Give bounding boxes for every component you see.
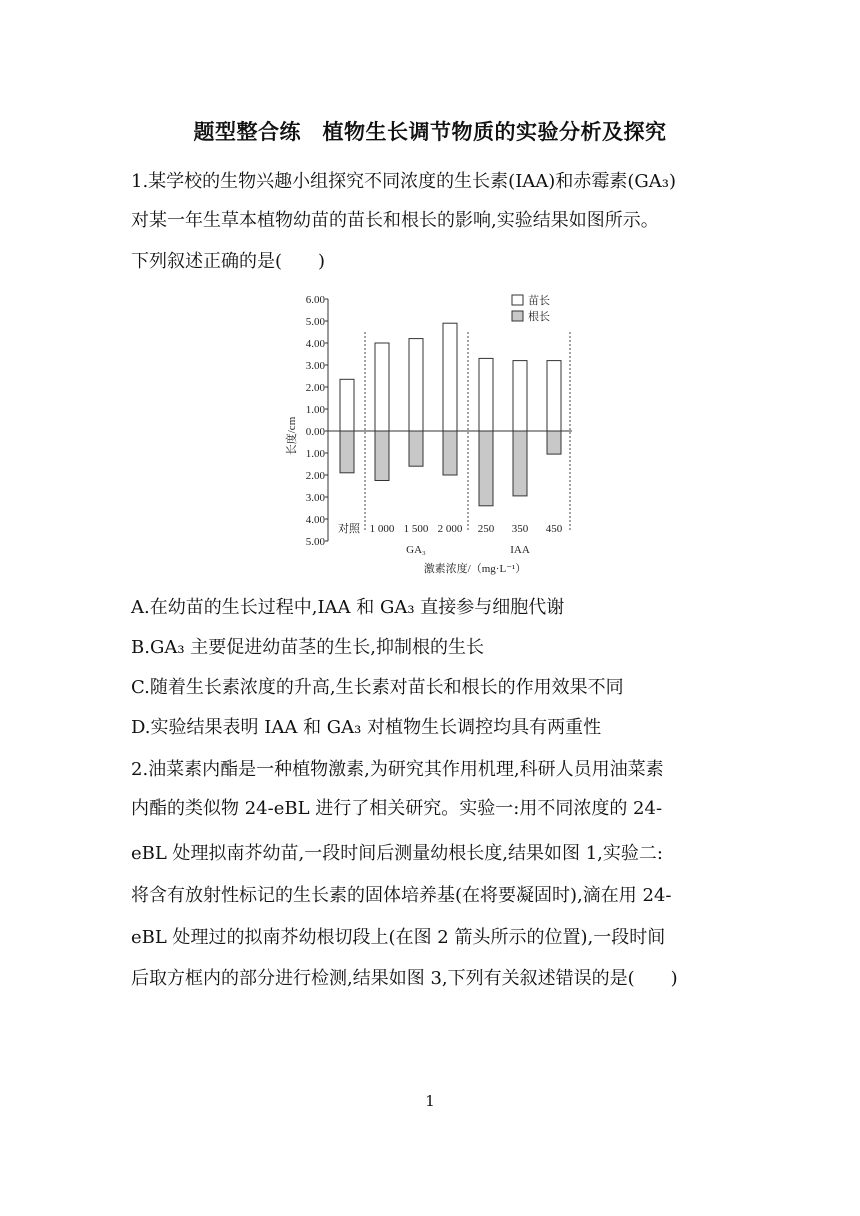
bar-shoot (375, 343, 389, 431)
bar-shoot (340, 379, 354, 431)
bar-shoot (547, 361, 561, 431)
legend-swatch (512, 295, 523, 305)
legend-label: 根长 (528, 311, 550, 323)
y-tick-label: 3.00 (305, 360, 325, 372)
q2-line-5: eBL 处理过的拟南芥幼根切段上(在图 2 箭头所示的位置),一段时间 (131, 927, 666, 948)
q1-option-d: D.实验结果表明 IAA 和 GA₃ 对植物生长调控均具有两重性 (131, 717, 602, 738)
y-axis-label: 长度/cm (286, 416, 298, 456)
bar-chart (280, 290, 590, 580)
y-tick-label: 5.00 (305, 536, 325, 548)
q1-option-b: B.GA₃ 主要促进幼苗茎的生长,抑制根的生长 (131, 637, 484, 658)
category-label: 250 (477, 523, 495, 535)
x-axis-label: 激素浓度/（mg·L⁻¹） (423, 563, 527, 575)
y-tick-label: 2.00 (305, 382, 325, 394)
q1-option-c: C.随着生长素浓度的升高,生长素对苗长和根长的作用效果不同 (131, 677, 624, 698)
y-tick-label: 1.00 (305, 404, 325, 416)
bar-root (513, 431, 527, 496)
category-label: 对照 (338, 523, 360, 535)
y-tick-label: 0.00 (305, 426, 325, 438)
q2-line-3: eBL 处理拟南芥幼苗,一段时间后测量幼根长度,结果如图 1,实验二: (131, 843, 663, 864)
y-tick-label: 3.00 (305, 492, 325, 504)
q2-line-1: 2.油菜素内酯是一种植物激素,为研究其作用机理,科研人员用油菜素 (131, 759, 664, 780)
category-label: 450 (545, 523, 563, 535)
category-label: 1 000 (369, 523, 395, 535)
category-label: 350 (511, 523, 529, 535)
y-tick-label: 2.00 (305, 470, 325, 482)
bar-shoot (409, 339, 423, 431)
bar-root (443, 431, 457, 475)
legend-swatch (512, 311, 523, 321)
group-label: IAA (510, 544, 530, 556)
q1-option-a: A.在幼苗的生长过程中,IAA 和 GA₃ 直接参与细胞代谢 (131, 597, 565, 618)
y-tick-label: 5.00 (305, 316, 325, 328)
q1-line-2: 对某一年生草本植物幼苗的苗长和根长的影响,实验结果如图所示。 (131, 210, 659, 231)
bar-root (479, 431, 493, 506)
page-title: 题型整合练 植物生长调节物质的实验分析及探究 (193, 120, 667, 144)
y-tick-label: 1.00 (305, 448, 325, 460)
category-label: 2 000 (437, 523, 463, 535)
group-label: GA₃ (406, 544, 426, 556)
q2-line-2: 内酯的类似物 24-eBL 进行了相关研究。实验一:用不同浓度的 24- (131, 798, 663, 819)
legend-label: 苗长 (528, 295, 550, 307)
page-number: 1 (425, 1092, 435, 1110)
category-label: 1 500 (403, 523, 429, 535)
y-tick-label: 4.00 (305, 338, 325, 350)
q1-line-3: 下列叙述正确的是( ) (131, 251, 326, 272)
bar-root (375, 431, 389, 481)
bar-root (340, 431, 354, 473)
y-tick-label: 6.00 (305, 294, 325, 306)
bar-root (547, 431, 561, 454)
q2-line-4: 将含有放射性标记的生长素的固体培养基(在将要凝固时),滴在用 24- (131, 885, 672, 906)
bar-shoot (479, 358, 493, 431)
bar-shoot (513, 361, 527, 431)
q1-line-1: 1.某学校的生物兴趣小组探究不同浓度的生长素(IAA)和赤霉素(GA₃) (131, 171, 676, 192)
q2-line-6: 后取方框内的部分进行检测,结果如图 3,下列有关叙述错误的是( ) (131, 968, 678, 989)
y-tick-label: 4.00 (305, 514, 325, 526)
bar-root (409, 431, 423, 466)
bar-shoot (443, 323, 457, 431)
